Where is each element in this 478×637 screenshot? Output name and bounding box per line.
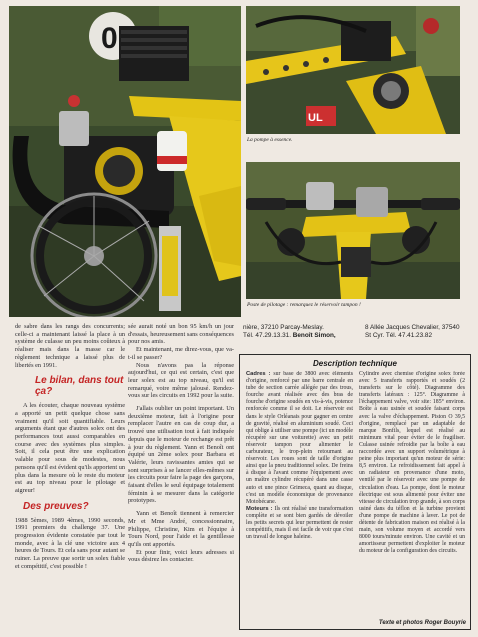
middle-paragraph-3: Nous n'avons pas la réponse aujourd'hui, ce qui est certain, c'est que leur solex est au top niveau, qu'il est remarqué, voire même jalousé. Rendez-vous sur les circuits en 1992 pour la suite.: [128, 361, 234, 400]
address-phone-1: Tél. 47.29.13.31.: [243, 332, 291, 340]
tech-text-cylindre: Cylindre avec chemise d'origine solex forée avec 5 transferts rapportés et soudés (2 transferts sur le côté). Diagramme des transferts latéraux : 125°. Diagramme à l'échappement valve, voir site: 185° environ. Boîte à eau usinée et soudée faisant corps avec la valve d'échappement. Piston O 39,5 d'origine, remplacé par un adaptable de marque Bonfils, lequel est réalisé au minimum vital pour éviter de le fragiliser. Culasse usinée refroidie par la boîte à eau raccordée avec un support volumétrique à peine plus important qu'un moteur de série: 8,5 environ. Le refroidissement fait appel à un radiateur en provenance d'une moto, ventilé par le réservoir avec une pompe de circulation d'eau. La pompe, dont le moteur électrique est sous alimenté pour éviter une vitesse de circulation trop grande, à son corps usiné dans du téflon et la turbine provient d'une pompe de machine à laver. Le pot de détente de fabrication maison est réalisé à la main, son volume moyen et accordé vers 8000 tours/minute environ. Une cavité et un amortisseur permettent d'exploiter le moteur du moteur de la configuration des circuits.: [359, 371, 465, 555]
address-line-4: St Cyr. Tél. 47.41.23.82: [365, 332, 433, 340]
intro-paragraph: de sabre dans les rangs des concurrents; celle-ci a maintenant laissé la place à un système de culasse un peu moins coûteux à réaliser mais dans la masse car le règlement technique a laissé plus de libertés en 1991.: [15, 323, 125, 369]
address-name-benoit: Benoît Simon,: [292, 332, 336, 340]
caption-cockpit: Poste de pilotage : remarquez le réservoir tampon !: [247, 302, 361, 308]
preuves-paragraph: 1988 5èmes, 1989 4èmes, 1990 seconds, 1991 premiers du challenge 37. Une progression évidente constatée par tout le monde, avec à la clé une victoire aux 4 heures de Tours. Et cela sans pour autant se ruiner. La preuve que sortir un solex fiable et compétitif, c'est possible !: [15, 516, 125, 570]
tech-text-moteurs: Ils ont réalisé une transformation complète et se sont bien gardés de dévoiler les petits secrets qui leur permettent de rester compétitifs, mais il est facile de voir que c'est un travail de longue haleine.: [246, 505, 353, 541]
middle-paragraph-1: sée aurait noté un bon 95 km/h un jour d'essais, heureusement sans conséquences pour nos amis.: [128, 323, 234, 346]
address-block-left: [243, 324, 336, 341]
article-column-left: [15, 323, 125, 635]
article-column-middle: [128, 323, 234, 635]
tech-title: Description technique: [312, 359, 397, 368]
middle-paragraph-4: J'allais oublier un point important. Un deuxième moteur, fait à l'origine pour remplacer l'autre en cas de coup dur, a trouvé une utilisation tout à fait indiquée depuis que le moteur de rechange est prêt à jour du règlement. Yann et Benoît ont équipé un 2ème solex pour Barbara et Valérie, leurs ravissantes amies qui se sont surprises à se lancer elles-mêmes sur les circuits pour faire la page des garçons, faisant d'elles le seul équipage totalement féminin à se mesurer dans la catégorie prototypes.: [128, 405, 234, 505]
tech-column-right: [359, 371, 465, 619]
bilan-paragraph: A les écouter, chaque nouveau système a apporté un petit quelque chose sans vraiment qu'il soit quantifiable. Leurs arguments étant que d'autres solex ont des performances tout aussi comparables en course avec des systèmes plus simples. Soit, il cela peut être une explication valable pour sous de modestes, nous pensons qu'il est évident qu'ils apportent un plus dans la mesure où le reste du moteur est au top niveau pour le pilotage et aigreur!: [15, 402, 125, 494]
middle-paragraph-5: Yann et Benoît tiennent à remercier Mr et Mme André, concessionnaire, Philippe, Christine, Kim et l'équipe à Tours Nord, pour l'aide et la gentillesse qu'ils ont apportés.: [128, 510, 234, 548]
technical-description-box: [239, 354, 471, 630]
photo-fuel-pump: [246, 6, 460, 134]
middle-paragraph-2: Et maintenant, me direz-vous, que va-t-il se passer?: [128, 346, 234, 361]
tech-lead-cadres: Cadres :: [246, 371, 271, 377]
tech-text-cadres: sur base de 3800 avec éléments d'origine, renforcé par une barre centrale en tube de section carrée allégée par des trous, fourche avant réalisée avec des bras de fourche d'origine soudés en vis-à-vis, potence renforcée comme il se doit. Le réservoir est dans le style Orléanais pour gagner en centre de gravité, réalisé en aluminium soudé. Ceci qui oblige à utiliser une pompe (ici un modèle récupéré sur une voiturette) avec un petit réservoir tampon pour alimenter le carburateur, le trop-plein retournant au réservoir. Les roues sont de taille d'origine ainsi que la pneu traditionnel solex. De freins à disque à l'avant comme l'équipement avec un maître cylindre récupéré dans une casse auto et une pince Grimeca, quant au disque, c'est un modèle économique de provenance Motobécane.: [246, 371, 353, 505]
tech-lead-moteurs: Moteurs :: [246, 505, 273, 512]
photo-main-engine: [9, 6, 241, 317]
address-line-1: nière, 37210 Parcay-Meslay.: [243, 324, 324, 331]
heading-preuves: Des preuves?: [23, 500, 89, 512]
svg-text:0: 0: [101, 22, 118, 55]
address-block-right: [365, 324, 460, 341]
tech-column-left: [246, 371, 353, 611]
middle-paragraph-6: Et pour finir, voici leurs adresses si vous désirez les contacter.: [128, 548, 234, 564]
address-line-3: 8 Allée Jacques Chevalier, 37540: [365, 324, 460, 331]
caption-fuel-pump: La pompe à essence.: [247, 137, 293, 143]
photo-cockpit: [246, 162, 460, 299]
heading-bilan: Le bilan, dans tout ça?: [35, 375, 124, 398]
svg-text:UL: UL: [308, 112, 323, 124]
photo-credit: Texte et photos Roger Bouyrie: [378, 620, 466, 626]
